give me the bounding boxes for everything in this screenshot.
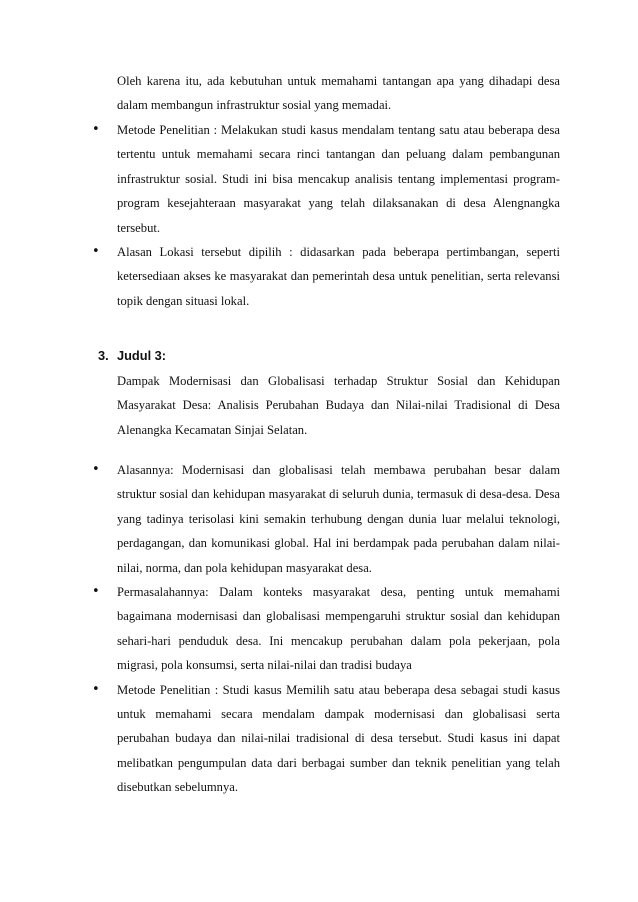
heading-number: 3. [98,348,109,363]
bullet-icon: • [92,462,100,477]
list-item-alasan-lokasi [92,240,560,313]
list-item-permasalahannya [92,580,560,678]
bullet-icon: • [92,584,100,600]
list-item-text: Permasalahannya: Dalam konteks masyarakat desa, penting untuk memahami bagaimana modernisasi dan globalisasi mempengaruhi struktur sosial dan kehidupan sehari-hari penduduk desa. Ini mencakup perubahan dalam pola pekerjaan, pola migrasi, pola konsumsi, serta nilai-nilai dan tradisi budaya [117,585,560,673]
list-item-metode-penelitian [92,678,560,800]
bullet-icon: • [92,244,100,260]
heading-label: Judul 3: [117,348,167,363]
list-item-alasannya [92,458,560,580]
section1-bullet-list [92,118,560,313]
list-item-text: Metode Penelitian : Melakukan studi kasus mendalam tentang satu atau beberapa desa tertentu untuk memahami secara rinci tantangan dan peluang dalam pembangunan infrastruktur sosial. Studi ini bisa mencakup analisis tentang implementasi program-program kesejahteraan masyarakat yang telah dilaksanakan di desa Alengnangka tersebut. [117,123,560,235]
continuation-paragraph [117,69,560,118]
bullet-icon: • [92,681,100,697]
list-item-text: Alasannya: Modernisasi dan globalisasi telah membawa perubahan besar dalam struktur sosial dan kehidupan masyarakat di seluruh dunia, termasuk di desa-desa. Desa yang tadinya terisolasi kini semakin terhubung dengan dunia luar melalui teknologi, perdagangan, dan komunikasi global. Hal ini berdampak pada perubahan dalam nilai-nilai, norma, dan pola kehidupan masyarakat desa. [117,463,560,575]
bullet-icon: • [92,122,100,137]
section-heading [98,346,498,366]
list-item-text: Alasan Lokasi tersebut dipilih : didasarkan pada beberapa pertimbangan, seperti ketersediaan akses ke masyarakat dan pemerintah desa untuk penelitian, serta relevansi topik dengan situasi lokal. [117,245,560,308]
section3-bullet-list [92,458,560,800]
paragraph-text: Dampak Modernisasi dan Globalisasi terhadap Struktur Sosial dan Kehidupan Masyarakat Desa: Analisis Perubahan Budaya dan Nilai-nilai Tradisional di Desa Alenangka Kecamatan Sinjai Selatan. [117,374,560,437]
list-item-metode-penelitian [92,118,560,240]
title-paragraph [117,369,560,442]
list-item-text: Metode Penelitian : Studi kasus Memilih satu atau beberapa desa sebagai studi kasus untuk memahami secara mendalam dampak modernisasi dan globalisasi serta perubahan budaya dan nilai-nilai tradisional di desa tersebut. Studi kasus ini dapat melibatkan pengumpulan data dari berbagai sumber dan teknik penelitian yang telah disebutkan sebelumnya. [117,682,560,795]
paragraph-text: Oleh karena itu, ada kebutuhan untuk memahami tantangan apa yang dihadapi desa dalam membangun infrastruktur sosial yang memadai. [117,74,560,113]
